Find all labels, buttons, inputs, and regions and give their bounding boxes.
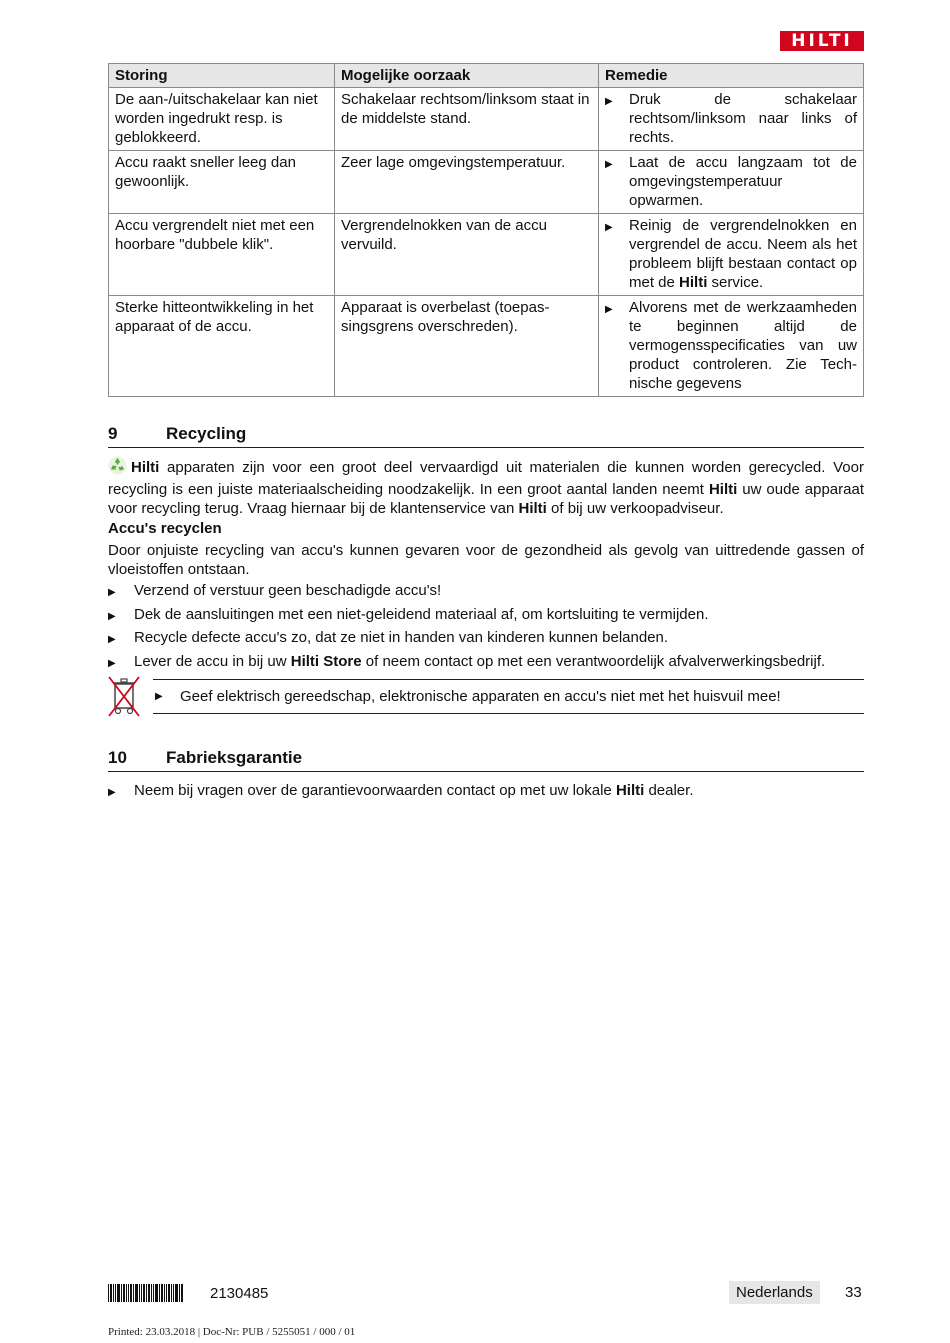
list-item-text: Lever de accu in bij uw xyxy=(134,652,291,670)
table-header-row xyxy=(109,64,864,88)
recycle-icon xyxy=(108,456,127,480)
list-item-text: of neem contact op met een verantwoordelijk afvalverwerkingsbedrijf. xyxy=(361,652,826,670)
list-item-text: dealer. xyxy=(644,782,694,799)
brand-name: Hilti xyxy=(708,481,738,498)
remedie-text: Druk de schakelaar rechtsom/linksom naar links of rechts. xyxy=(629,91,857,146)
column-header-storing: Storing xyxy=(109,64,335,88)
accu-recycling-text: Door onjuiste recycling van accu's kunnen gevaren voor de gezondheid als gevolg van uittredende gassen of vloeistoffen ontstaan. xyxy=(108,542,864,578)
intro-text: of bij uw verkoopadviseur. xyxy=(546,500,724,517)
table-row xyxy=(109,151,864,214)
section-number: 9 xyxy=(108,424,118,443)
bullet-triangle-icon: ▶ xyxy=(108,634,116,645)
section-title: Fabrieksgarantie xyxy=(166,748,303,767)
note-text: Geef elektrisch gereedschap, elektronische apparaten en accu's niet met het huisvuil mee! xyxy=(180,688,781,705)
hilti-logo: HILTI xyxy=(780,31,864,51)
warranty-bullet-list xyxy=(108,781,864,805)
document-number: 2130485 xyxy=(210,1284,269,1302)
troubleshooting-table xyxy=(108,63,864,397)
section-heading-recycling xyxy=(108,424,864,448)
table-row xyxy=(109,296,864,397)
crossed-out-bin-icon xyxy=(107,674,141,720)
list-item-text: Verzend of verstuur geen beschadigde accu's! xyxy=(134,582,442,599)
oorzaak-cell: Schakelaar rechtsom/linksom staat in de middelste stand. xyxy=(335,88,599,151)
bullet-triangle-icon: ▶ xyxy=(108,657,116,669)
list-item xyxy=(108,781,864,802)
list-item xyxy=(108,652,864,673)
bullet-triangle-icon: ▶ xyxy=(605,222,613,233)
list-item xyxy=(108,628,864,649)
remedie-cell xyxy=(599,214,864,296)
recycling-intro xyxy=(108,456,864,518)
remedie-text: Alvorens met de werkzaamheden te beginnen altijd de vermogensspecificaties van uw product controleren. Zie Technische gegevens xyxy=(629,299,857,392)
oorzaak-cell: Vergrendelnokken van de accu vervuild. xyxy=(335,214,599,296)
section-heading-fabrieksgarantie xyxy=(108,748,864,772)
bullet-triangle-icon: ▶ xyxy=(605,159,613,170)
remedie-text: Laat de accu langzaam tot de omgevingstemperatuur opwarmen. xyxy=(629,154,857,209)
column-header-oorzaak: Mogelijke oorzaak xyxy=(335,64,599,88)
remedie-cell xyxy=(599,88,864,151)
storing-cell: Accu raakt sneller leeg dan gewoonlijk. xyxy=(109,151,335,214)
list-item-text: Neem bij vragen over de garantievoorwaarden contact op met uw lokale xyxy=(134,782,616,799)
oorzaak-cell: Zeer lage omgevingstemperatuur. xyxy=(335,151,599,214)
column-header-remedie: Remedie xyxy=(599,64,864,88)
section-title: Recycling xyxy=(166,424,247,443)
list-item xyxy=(108,605,864,626)
brand-store-name: Hilti Store xyxy=(290,652,362,670)
oorzaak-cell: Apparaat is overbelast (toepassingsgrens overschreden). xyxy=(335,296,599,397)
page-number: 33 xyxy=(845,1284,862,1301)
intro-text: uw oude apparaat voor recycling terug. Vraag hiernaar bij de klantenservice van xyxy=(108,481,864,517)
bullet-triangle-icon: ▶ xyxy=(108,787,116,798)
list-item-text: Dek de aansluitingen met een niet-geleidend materiaal af, om kortsluiting te vermijden. xyxy=(134,605,709,623)
bullet-triangle-icon: ▶ xyxy=(155,691,163,702)
brand-name: Hilti xyxy=(131,459,160,476)
remedie-cell xyxy=(599,151,864,214)
recycling-bullet-list xyxy=(108,581,864,675)
disposal-note xyxy=(153,679,864,714)
section-number: 10 xyxy=(108,748,127,767)
subheading-accu-recyclen: Accu's recyclen xyxy=(108,520,222,537)
bullet-triangle-icon: ▶ xyxy=(108,587,116,598)
print-info: Printed: 23.03.2018 | Doc-Nr: PUB / 5255051 / 000 / 01 xyxy=(108,1326,356,1338)
brand-name: Hilti xyxy=(518,500,547,517)
storing-cell: Accu vergrendelt niet met een hoorbare "dubbele klik". xyxy=(109,214,335,296)
brand-name: Hilti xyxy=(679,274,708,291)
remedie-cell xyxy=(599,296,864,397)
list-item xyxy=(108,581,864,602)
list-item-text: Recycle defecte accu's zo, dat ze niet in handen van kinderen kunnen belanden. xyxy=(134,629,669,646)
table-row xyxy=(109,88,864,151)
language-label: Nederlands xyxy=(729,1281,820,1304)
storing-cell: Sterke hitteontwikkeling in het apparaat of de accu. xyxy=(109,296,335,397)
table-row xyxy=(109,214,864,296)
brand-name: Hilti xyxy=(615,782,645,799)
barcode-icon xyxy=(108,1284,192,1302)
bullet-triangle-icon: ▶ xyxy=(605,304,613,315)
remedie-text: Reinig de vergrendelnokken en vergrendel de accu. Neem als het probleem blijft bestaan contact op met de xyxy=(629,217,857,291)
intro-text: apparaten zijn voor een groot deel vervaardigd uit materialen die kunnen worden gerecycled. Voor recycling is een juiste materiaalscheiding noodzakelijk. In een groot aantal landen neemt xyxy=(108,459,864,498)
bullet-triangle-icon: ▶ xyxy=(605,96,613,107)
remedie-text: service. xyxy=(707,274,764,291)
bullet-triangle-icon: ▶ xyxy=(108,610,116,622)
footer-document-code xyxy=(108,1284,268,1302)
storing-cell: De aan-/uitschakelaar kan niet worden ingedrukt resp. is geblokkeerd. xyxy=(109,88,335,151)
